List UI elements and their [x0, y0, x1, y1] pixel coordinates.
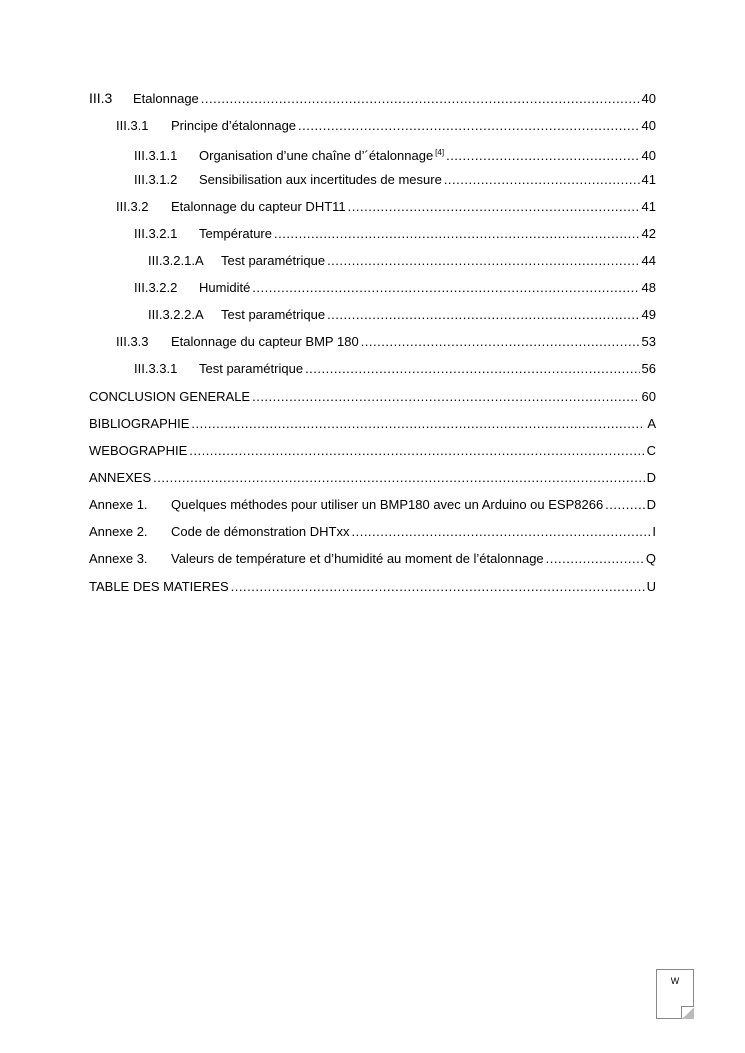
- toc-entry[interactable]: [148, 251, 656, 271]
- toc-entry[interactable]: [134, 170, 656, 190]
- toc-entry-number: III.3.2.2.A: [148, 307, 204, 322]
- toc-entry[interactable]: [89, 468, 656, 488]
- toc-entry-page: Q: [645, 551, 656, 566]
- toc-entry[interactable]: [134, 278, 656, 298]
- toc-entry-page: 42: [641, 226, 656, 241]
- toc-entry-number: Annexe 1.: [89, 497, 148, 512]
- toc-entry-page: U: [646, 579, 656, 594]
- toc-entry-title: Température: [199, 226, 272, 241]
- toc-entry-title: BIBLIOGRAPHIE: [89, 416, 190, 431]
- page-fold-corner: [681, 1006, 694, 1019]
- dot-leader: [327, 251, 639, 271]
- dot-leader: [231, 577, 645, 597]
- toc-entry-title: Quelques méthodes pour utiliser un BMP180 avec un Arduino ou ESP8266: [171, 497, 604, 512]
- toc-entry-page: D: [646, 497, 656, 512]
- toc-entry-page: 56: [641, 361, 656, 376]
- toc-entry-title: Test paramétrique: [221, 307, 326, 322]
- toc-entry-title: WEBOGRAPHIE: [89, 443, 188, 458]
- toc-entry-page: I: [652, 524, 656, 539]
- toc-entry[interactable]: [116, 116, 656, 136]
- toc-entry-title: Test paramétrique: [221, 253, 326, 268]
- dot-leader: [348, 197, 640, 217]
- toc-entry-title: [199, 143, 444, 166]
- toc-entry[interactable]: [89, 577, 656, 597]
- toc-entry-number: Annexe 3.: [89, 551, 148, 566]
- toc-entry-title: ANNEXES: [89, 470, 152, 485]
- toc-entry-title-text: Organisation d’une chaîne d’´étalonnage: [199, 148, 434, 163]
- toc-entry-number: III.3.1.2: [134, 172, 178, 187]
- toc-entry[interactable]: [89, 88, 656, 108]
- toc-entry-page: 49: [641, 307, 656, 322]
- toc-entry-number: III.3.3: [116, 334, 149, 349]
- toc-entry-title: CONCLUSION GENERALE: [89, 389, 251, 404]
- dot-leader: [153, 468, 644, 488]
- toc-entry-title: Etalonnage du capteur DHT11: [171, 199, 346, 214]
- toc-entry[interactable]: [89, 414, 656, 434]
- page-number: W: [670, 976, 680, 986]
- toc-entry-title: Etalonnage du capteur BMP 180: [171, 334, 359, 349]
- toc-entry-number: III.3.3.1: [134, 361, 178, 376]
- dot-leader: [189, 441, 644, 461]
- toc-entry-number: III.3.1: [116, 118, 149, 133]
- toc-entry-number: III.3.2.2: [134, 280, 178, 295]
- citation-superscript: [4]: [435, 148, 445, 157]
- toc-entry-number: III.3: [89, 90, 113, 106]
- toc-entry-page: 41: [641, 199, 656, 214]
- toc-entry[interactable]: [148, 305, 656, 325]
- dot-leader: [298, 116, 639, 136]
- toc-entry-title: Sensibilisation aux incertitudes de mesure: [199, 172, 442, 187]
- dot-leader: [351, 522, 650, 542]
- toc-entry-number: Annexe 2.: [89, 524, 148, 539]
- dot-leader: [191, 414, 645, 434]
- dot-leader: [252, 278, 639, 298]
- toc-entry-page: D: [646, 470, 656, 485]
- dot-leader: [252, 387, 639, 407]
- toc-entry[interactable]: [89, 495, 656, 515]
- dot-leader: [605, 495, 644, 515]
- toc-entry[interactable]: [116, 332, 656, 352]
- toc-entry-title: Code de démonstration DHTxx: [171, 524, 350, 539]
- page-number-box: [656, 969, 694, 1019]
- toc-entry-page: A: [647, 416, 656, 431]
- toc-entry-page: 40: [641, 91, 656, 106]
- toc-entry[interactable]: [134, 224, 656, 244]
- toc-entry[interactable]: [134, 359, 656, 379]
- dot-leader: [546, 549, 644, 569]
- dot-leader: [444, 170, 640, 190]
- toc-entry[interactable]: [89, 549, 656, 569]
- toc-entry-page: 44: [641, 253, 656, 268]
- toc-entry[interactable]: [89, 441, 656, 461]
- toc-entry-title: Valeurs de température et d’humidité au moment de l’étalonnage: [171, 551, 544, 566]
- toc-entry-page: 41: [641, 172, 656, 187]
- toc-entry-page: C: [646, 443, 656, 458]
- toc-entry-number: III.3.2.1: [134, 226, 178, 241]
- toc-entry[interactable]: [89, 387, 656, 407]
- toc-entry-title: Humidité: [199, 280, 251, 295]
- dot-leader: [446, 146, 639, 166]
- toc-entry-title: Etalonnage: [133, 91, 199, 106]
- toc-entry-page: 60: [641, 389, 656, 404]
- toc-entry-page: 48: [641, 280, 656, 295]
- toc-entry-page: 40: [641, 118, 656, 133]
- toc-entry-page: 40: [641, 148, 656, 163]
- dot-leader: [327, 305, 639, 325]
- dot-leader: [274, 224, 640, 244]
- toc-entry-page: 53: [641, 334, 656, 349]
- dot-leader: [305, 359, 639, 379]
- toc-entry[interactable]: [89, 522, 656, 542]
- dot-leader: [361, 332, 640, 352]
- toc-entry-number: III.3.2.1.A: [148, 253, 204, 268]
- toc-entry-number: III.3.1.1: [134, 148, 178, 163]
- toc-entry-number: III.3.2: [116, 199, 149, 214]
- toc-entry[interactable]: [134, 143, 656, 163]
- dot-leader: [201, 89, 640, 109]
- toc-entry-title: TABLE DES MATIERES: [89, 579, 229, 594]
- toc-entry-title: Principe d’étalonnage: [171, 118, 297, 133]
- toc-entry[interactable]: [116, 197, 656, 217]
- toc-entry-title: Test paramétrique: [199, 361, 304, 376]
